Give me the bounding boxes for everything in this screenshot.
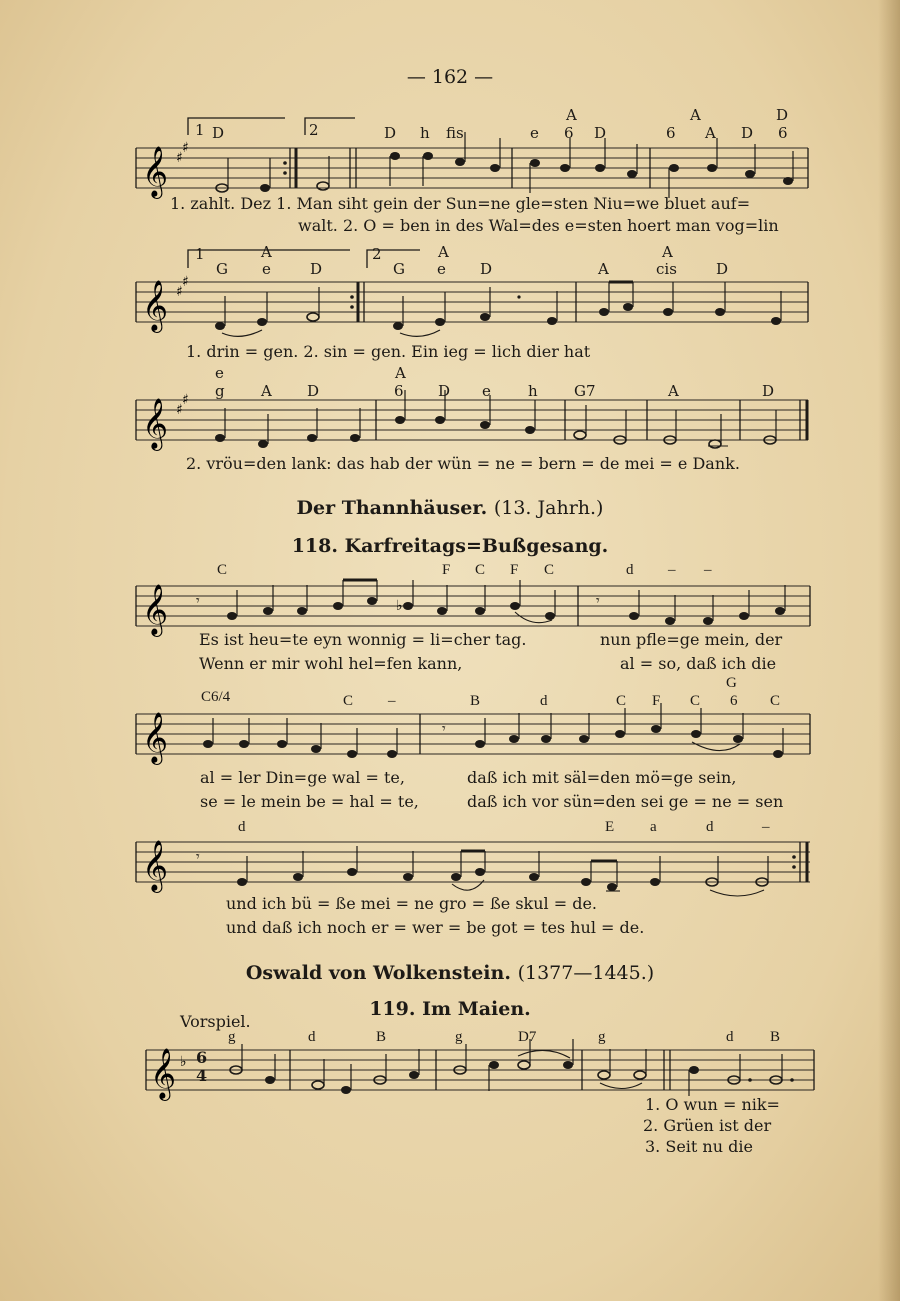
lyrics-line: Es ist heu=te eyn wonnig = li=cher tag. [199,630,527,649]
chord: e [437,260,446,278]
chord: e [530,124,539,142]
chord: – [762,819,770,835]
svg-text:♯: ♯ [176,402,183,418]
chord: A [261,382,272,400]
song-title-118: 118. Karfreitags=Bußgesang. [291,535,609,557]
chord: g [455,1029,463,1045]
verse-line-2: 2. Grüen ist der [643,1116,772,1135]
prelude-label: Vorspiel. [180,1012,251,1031]
lyrics-line: al = ler Din=ge wal = te, [200,768,405,787]
chord: fis [446,124,464,142]
svg-text:𝄞: 𝄞 [142,146,169,197]
chord: 6 [778,124,788,142]
chord: – [668,562,676,578]
composer-name: Oswald von Wolkenstein. [245,962,511,984]
svg-text:𝄾: 𝄾 [442,721,446,737]
chord: D [212,124,225,142]
svg-text:♯: ♯ [182,274,189,290]
chord: D [741,124,754,142]
svg-text:𝄾: 𝄾 [196,849,200,865]
chord: G [393,260,405,278]
svg-text:♭: ♭ [180,1054,187,1070]
chord: A [438,243,449,261]
chord: D [438,382,451,400]
composer-name: Der Thannhäuser. [296,497,488,519]
composer-era: (13. Jahrh.) [493,497,604,519]
chord: cis [656,260,677,278]
page-number: — 162 — [406,66,494,88]
lyrics-line: 1. zahlt. Dez 1. Man siht gein der Sun=ne gle=sten Niu=we bluet auf= [170,194,751,213]
chord: C [217,562,228,578]
composer-era: (1377—1445.) [517,962,655,984]
chord: D [762,382,775,400]
lyrics-line: nun pfle=ge mein, der [600,630,783,649]
lyrics-line: 1. drin = gen. 2. sin = gen. Ein ieg = lich dier hat [186,342,591,361]
chord: 6 [394,382,404,400]
svg-text:𝄞: 𝄞 [142,280,169,331]
chord: A [598,260,609,278]
chord: G [216,260,228,278]
lyrics-line: al = so, daß ich die [620,654,777,673]
chord: 6 [730,693,738,709]
chord: A [668,382,679,400]
chord: C6/4 [201,689,231,705]
chord: C [343,693,354,709]
time-signature-bottom: 4 [196,1066,208,1085]
chord: F [442,562,451,578]
svg-text:𝄞: 𝄞 [142,584,169,635]
chord: A [261,243,272,261]
chord: C [544,562,555,578]
chord: C [475,562,486,578]
chord: B [376,1029,387,1045]
chord: D [716,260,729,278]
chord: A [566,106,577,124]
chord: D [384,124,397,142]
svg-text:𝄞: 𝄞 [142,712,169,763]
chord: D [310,260,323,278]
svg-text:𝄾: 𝄾 [196,593,200,609]
chord: – [388,693,396,709]
chord: G [726,675,737,691]
chord: – [704,562,712,578]
chord: g [598,1029,606,1045]
chord: F [510,562,519,578]
chord: C [770,693,781,709]
chord: g [215,382,225,400]
svg-text:♯: ♯ [176,284,183,300]
chord: D [307,382,320,400]
chord: d [706,819,714,835]
lyrics-line: daß ich mit säl=den mö=ge sein, [467,768,737,787]
chord: G7 [574,382,596,400]
chord: B [470,693,481,709]
volta-1-label: 1 [195,121,205,139]
svg-text:𝄞: 𝄞 [150,1048,177,1099]
chord: a [650,819,657,835]
svg-text:♯: ♯ [182,392,189,408]
chord: h [528,382,538,400]
chord: d [238,819,246,835]
lyrics-line: und ich bü = ße mei = ne gro = ße skul = de. [226,894,598,913]
svg-text:𝄾: 𝄾 [596,593,600,609]
svg-text:♭: ♭ [396,598,403,614]
lyrics-line: se = le mein be = hal = te, [200,792,419,811]
verse-line-3: 3. Seit nu die [645,1137,753,1156]
chord: E [605,819,615,835]
chord: d [726,1029,734,1045]
lyrics-line: 2. vröu=den lank: das hab der wün = ne = bern = de mei = e Dank. [186,454,740,473]
svg-text:♯: ♯ [176,150,183,166]
song-title-119: 119. Im Maien. [369,998,531,1020]
chord: A [705,124,716,142]
lyrics-line: walt. 2. O = ben in des Wal=des e=sten hoert man vog=lin [298,216,779,235]
lyrics-line: daß ich vor sün=den sei ge = ne = sen [467,792,784,811]
chord: h [420,124,430,142]
svg-text:𝄞: 𝄞 [142,840,169,891]
svg-text:♯: ♯ [182,140,189,156]
volta-2-label: 2 [309,121,319,139]
volta-1-label: 1 [195,245,205,263]
chord: e [262,260,271,278]
chord: C [616,693,627,709]
chord: F [652,693,661,709]
chord: D [594,124,607,142]
chord: e [482,382,491,400]
svg-text:𝄞: 𝄞 [142,398,169,449]
chord: 6 [564,124,574,142]
chord: D7 [518,1029,537,1045]
chord: 6 [666,124,676,142]
chord: C [690,693,701,709]
chord: A [395,364,406,382]
chord: A [690,106,701,124]
chord: D [480,260,493,278]
chord: A [662,243,673,261]
verse-line-1: 1. O wun = nik= [645,1095,780,1114]
chord: g [228,1029,236,1045]
chord: d [308,1029,316,1045]
time-signature-top: 6 [196,1048,208,1067]
lyrics-line: und daß ich noch er = wer = be got = tes hul = de. [226,918,645,937]
chord: B [770,1029,781,1045]
chord: D [776,106,789,124]
chord: d [626,562,634,578]
chord: d [540,693,548,709]
chord: e [215,364,224,382]
volta-2-label: 2 [372,245,382,263]
lyrics-line: Wenn er mir wohl hel=fen kann, [199,654,463,673]
